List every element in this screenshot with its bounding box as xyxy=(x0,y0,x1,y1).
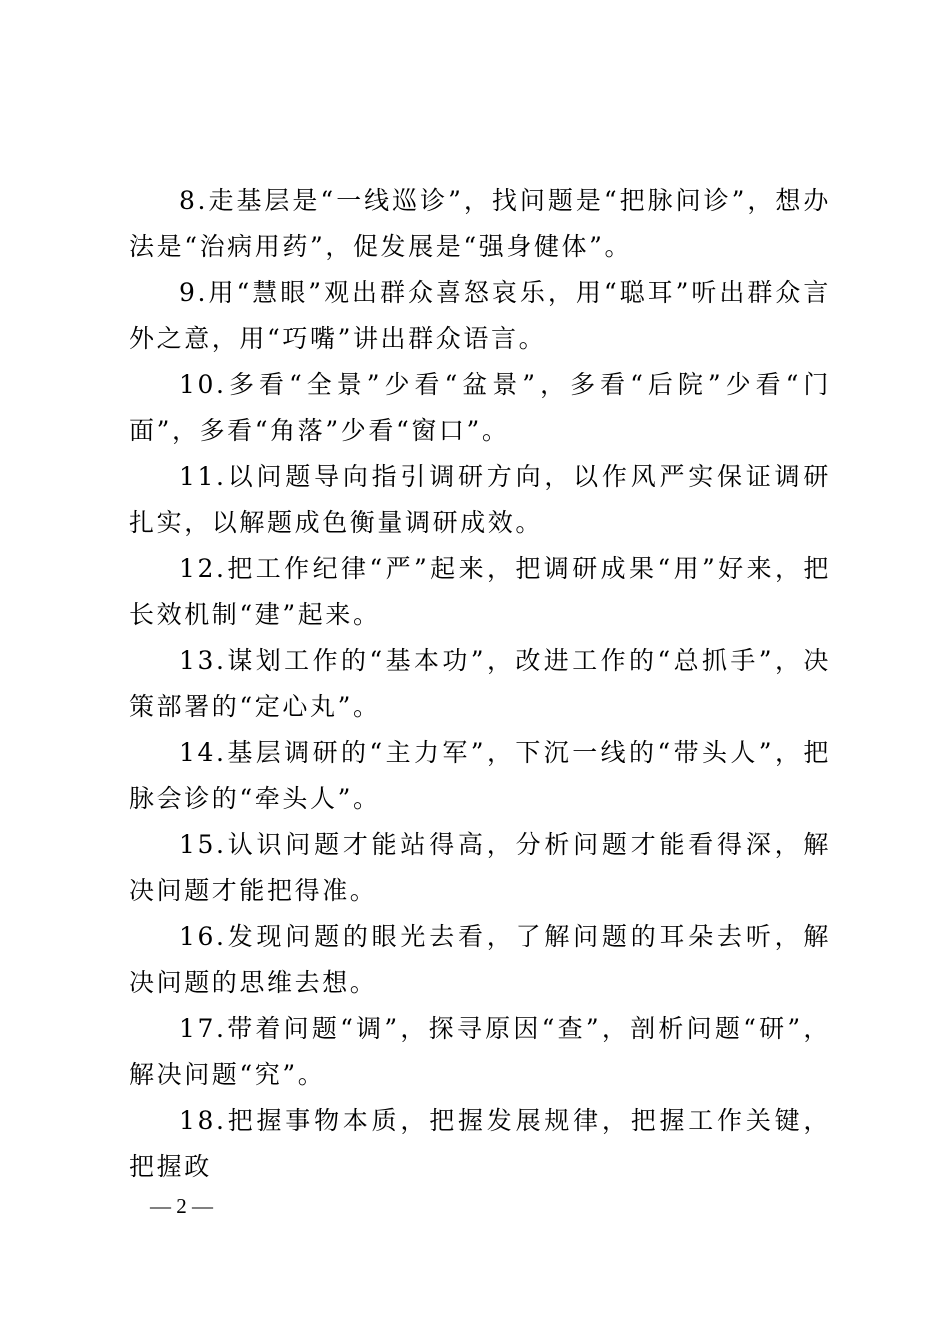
paragraph-10: 10.多看“全景”少看“盆景”，多看“后院”少看“门面”，多看“角落”少看“窗口”。 xyxy=(129,370,831,445)
paragraph-8: 8.走基层是“一线巡诊”，找问题是“把脉问诊”，想办法是“治病用药”，促发展是“强身健体”。 xyxy=(129,186,831,261)
paragraph-17: 17.带着问题“调”，探寻原因“查”，剖析问题“研”，解决问题“究”。 xyxy=(129,1014,831,1089)
paragraph-15: 15.认识问题才能站得高，分析问题才能看得深，解决问题才能把得准。 xyxy=(129,830,831,905)
paragraph-18: 18.把握事物本质，把握发展规律，把握工作关键，把握政 xyxy=(129,1106,831,1181)
document-body xyxy=(129,178,831,1190)
paragraph-9: 9.用“慧眼”观出群众喜怒哀乐，用“聪耳”听出群众言外之意，用“巧嘴”讲出群众语言。 xyxy=(129,278,831,353)
paragraph-13: 13.谋划工作的“基本功”，改进工作的“总抓手”，决策部署的“定心丸”。 xyxy=(129,646,831,721)
paragraph-12: 12.把工作纪律“严”起来，把调研成果“用”好来，把长效机制“建”起来。 xyxy=(129,554,831,629)
page-number: — 2 — xyxy=(150,1194,213,1218)
paragraph-14: 14.基层调研的“主力军”，下沉一线的“带头人”，把脉会诊的“牵头人”。 xyxy=(129,738,831,813)
paragraph-11: 11.以问题导向指引调研方向，以作风严实保证调研扎实，以解题成色衡量调研成效。 xyxy=(129,462,831,537)
paragraph-16: 16.发现问题的眼光去看，了解问题的耳朵去听，解决问题的思维去想。 xyxy=(129,922,831,997)
